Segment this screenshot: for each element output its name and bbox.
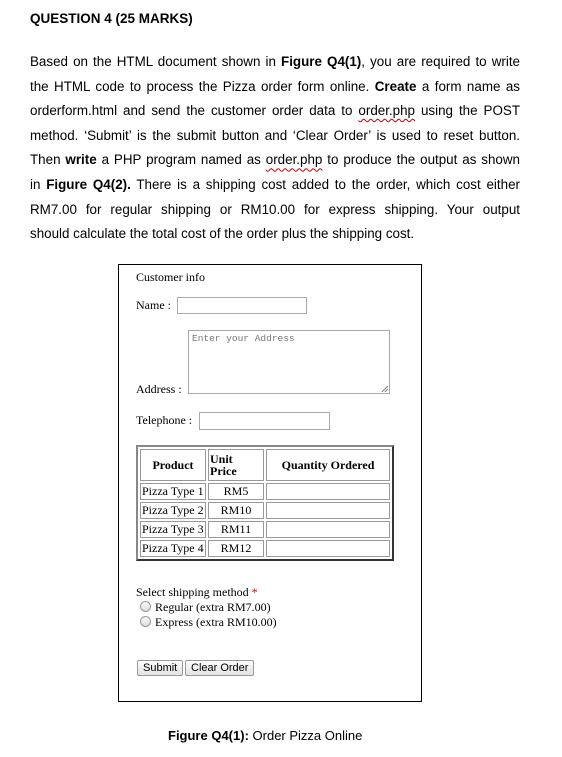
para-line-7: RM7.00 for regular shipping or RM10.00 for express shipping. Your output <box>30 201 520 217</box>
name-input[interactable] <box>177 297 307 314</box>
quantity-input[interactable] <box>266 483 390 500</box>
quantity-input[interactable] <box>266 502 390 519</box>
product-header: Product <box>140 449 206 481</box>
para-line-3: orderform.html and send the customer order data to order.php using the POST <box>30 103 521 119</box>
table-header-row <box>140 449 390 481</box>
resize-handle-icon[interactable] <box>382 386 388 392</box>
question-paragraph <box>30 50 520 247</box>
table-row <box>140 502 390 519</box>
customer-info-title: Customer info <box>136 270 205 284</box>
product-cell: Pizza Type 1 <box>140 483 206 500</box>
address-placeholder: Enter your Address <box>192 333 295 344</box>
para-line-1: Based on the HTML document shown in Figure Q4(1), you are required to write <box>30 54 520 69</box>
table-row <box>140 483 390 500</box>
question-heading: QUESTION 4 (25 MARKS) <box>30 11 193 26</box>
address-label: Address : <box>136 382 182 396</box>
price-cell: RM11 <box>208 521 264 538</box>
shipping-option-regular[interactable]: Regular (extra RM7.00) <box>140 600 271 615</box>
submit-button[interactable]: Submit <box>137 660 183 676</box>
unit-price-header: Unit Price <box>208 449 264 481</box>
order-form-figure <box>118 264 422 702</box>
price-cell: RM12 <box>208 540 264 557</box>
quantity-input[interactable] <box>266 521 390 538</box>
shipping-method-label: Select shipping method * <box>136 585 258 599</box>
price-cell: RM10 <box>208 502 264 519</box>
figure-caption: Figure Q4(1): Order Pizza Online <box>168 728 363 743</box>
table-row <box>140 540 390 557</box>
para-line-8: should calculate the total cost of the order plus the shipping cost. <box>30 226 415 242</box>
quantity-input[interactable] <box>266 540 390 557</box>
name-label: Name : <box>136 298 171 312</box>
product-cell: Pizza Type 3 <box>140 521 206 538</box>
para-line-6: in Figure Q4(2). There is a shipping cost added to the order, which cost either <box>30 176 520 192</box>
required-mark: * <box>251 585 258 599</box>
para-line-2: the HTML code to process the Pizza order form online. Create a form name as <box>30 78 520 94</box>
pizza-order-table <box>136 445 394 561</box>
regular-radio[interactable] <box>140 601 151 612</box>
clear-order-button[interactable]: Clear Order <box>185 660 254 676</box>
product-cell: Pizza Type 2 <box>140 502 206 519</box>
telephone-input[interactable] <box>199 412 330 430</box>
telephone-label: Telephone : <box>136 413 193 427</box>
shipping-option-express[interactable]: Express (extra RM10.00) <box>140 615 277 630</box>
para-line-4: method. ‘Submit’ is the submit button and ‘Clear Order’ is used to reset button. <box>30 127 520 143</box>
express-radio[interactable] <box>140 616 151 627</box>
address-textarea[interactable] <box>188 330 390 394</box>
para-line-5: Then write a PHP program named as order.php to produce the output as shown <box>30 152 520 168</box>
price-cell: RM5 <box>208 483 264 500</box>
product-cell: Pizza Type 4 <box>140 540 206 557</box>
quantity-header: Quantity Ordered <box>266 449 390 481</box>
table-row <box>140 521 390 538</box>
